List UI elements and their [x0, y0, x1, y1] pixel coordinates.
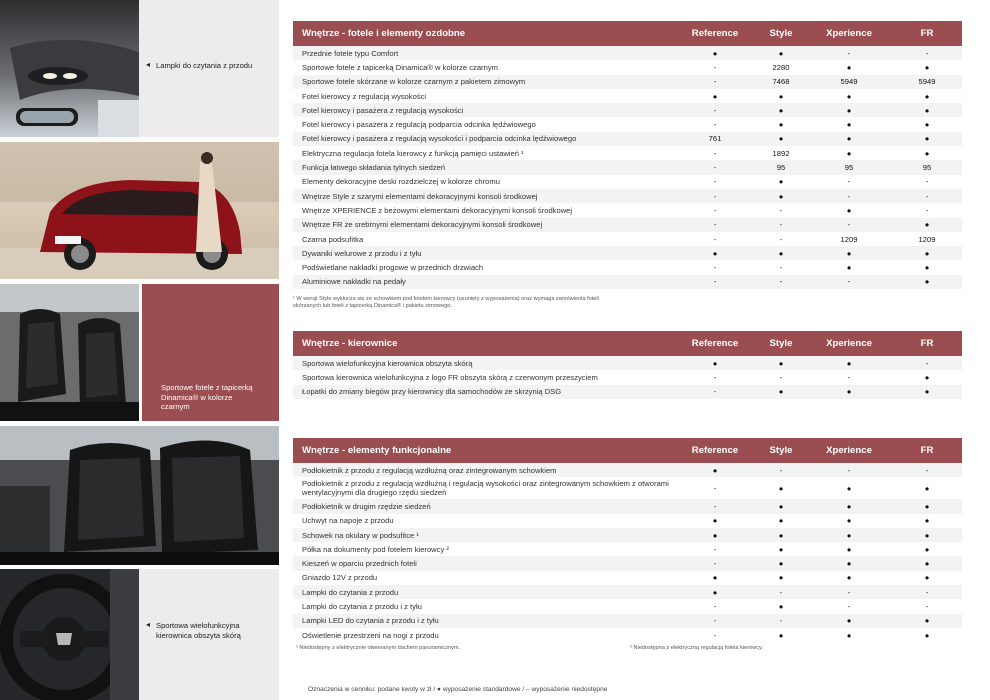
photo-sport-seats [0, 284, 139, 421]
cell-fr: ● [924, 148, 930, 158]
photo-steering-wheel [0, 569, 139, 700]
feature-name: Podłokietnik w drugim rzędzie siedzeń [302, 501, 431, 511]
cell-fr: ● [924, 530, 930, 540]
photo-reading-lamps [0, 0, 139, 137]
feature-name: Przednie fotele typu Comfort [302, 48, 399, 58]
cell-reference: - [713, 544, 717, 554]
caption-reading-lamps: ◂ Lampki do czytania z przodu [146, 60, 253, 70]
cell-reference: - [713, 105, 717, 115]
cell-reference: - [713, 616, 717, 626]
cell-xperience: ● [846, 148, 852, 158]
table-row [293, 628, 962, 642]
caption-sport-seats: Sportowe fotele z tapicerką Dinamica® w kolorze czarnym [161, 383, 253, 412]
table-seats-trim [293, 21, 962, 289]
feature-name: Fotel kierowcy i pasażera z regulacją podparcia odcinka lędźwiowego [302, 120, 536, 130]
cell-fr: 5949 [918, 77, 936, 87]
cell-fr: - [925, 48, 929, 58]
cell-xperience: - [847, 220, 851, 230]
feature-name: Wnętrze XPERIENCE z beżowymi elementami dekoracyjnymi konsoli środkowej [302, 205, 573, 215]
column-header-xperience: Xperience [826, 445, 872, 456]
cell-reference: ● [712, 530, 718, 540]
table-row [293, 75, 962, 89]
table-row [293, 542, 962, 556]
feature-name: Gniazdo 12V z przodu [302, 573, 378, 583]
column-header-reference: Reference [691, 28, 739, 39]
cell-style: ● [778, 559, 784, 569]
feature-name: Lampki LED do czytania z przodu i z tyłu [302, 616, 439, 626]
cell-style: - [779, 277, 783, 287]
cell-style: ● [778, 48, 784, 58]
feature-name: Sportowe fotele z tapicerką Dinamica® w kolorze czarnym [302, 62, 498, 72]
cell-style: ● [778, 544, 784, 554]
cell-reference: - [713, 191, 717, 201]
feature-name: Sportowe fotele skórzane w kolorze czarnym z pakietem zimowym [302, 77, 526, 87]
table-row [293, 556, 962, 570]
table-header-row [293, 331, 962, 356]
cell-style: 1892 [772, 148, 790, 158]
cell-style: ● [778, 602, 784, 612]
caption-steering-wheel: ◂ Sportowa wielofunkcyjna kierownica obszyta skórą [146, 620, 241, 640]
cell-xperience: ● [846, 248, 852, 258]
cell-xperience: ● [846, 544, 852, 554]
cell-reference: - [713, 177, 717, 187]
cell-xperience: ● [846, 530, 852, 540]
table-row [293, 275, 962, 289]
cell-fr: 95 [922, 163, 932, 173]
cell-reference: - [713, 630, 717, 640]
cell-xperience: 95 [844, 163, 854, 173]
cell-style: ● [778, 91, 784, 101]
photo-red-suv [0, 142, 279, 279]
cell-reference: ● [712, 48, 718, 58]
cell-style: 2280 [772, 62, 790, 72]
table-functional [293, 438, 962, 642]
feature-name: Wnętrze FR ze srebrnymi elementami dekoracyjnymi konsoli środkowej [302, 220, 543, 230]
cell-xperience: ● [846, 516, 852, 526]
cell-fr: ● [924, 616, 930, 626]
column-header-xperience: Xperience [826, 338, 872, 349]
cell-style: - [779, 263, 783, 273]
cell-fr: ● [924, 220, 930, 230]
cell-fr: ● [924, 91, 930, 101]
cell-reference: ● [712, 358, 718, 368]
feature-name: Dywaniki welurowe z przodu i z tyłu [302, 248, 422, 258]
cell-style: - [779, 465, 783, 475]
column-header-fr: FR [920, 338, 934, 349]
cell-xperience: - [847, 465, 851, 475]
cell-fr: ● [924, 263, 930, 273]
cell-style: - [779, 234, 783, 244]
table-row [293, 614, 962, 628]
cell-xperience: - [847, 191, 851, 201]
table-row [293, 189, 962, 203]
cell-fr: - [925, 205, 929, 215]
footnote-functional-1: ¹ Niedostępny z elektrycznie otwieranym dachem panoramicznym. [296, 645, 461, 651]
cell-reference: ● [712, 516, 718, 526]
cell-reference: - [713, 163, 717, 173]
cell-fr: ● [924, 120, 930, 130]
cell-style: ● [778, 530, 784, 540]
cell-fr: ● [924, 62, 930, 72]
table-row [293, 370, 962, 384]
cell-style: - [779, 205, 783, 215]
cell-fr: - [925, 587, 929, 597]
cell-style: - [779, 616, 783, 626]
feature-name: Sportowa kierownica wielofunkcyjna z logo FR obszyta skórą z czerwonym przeszyciem [302, 372, 598, 382]
feature-name: Oświetlenie przestrzeni na nogi z przodu [302, 630, 439, 640]
cell-style: ● [778, 387, 784, 397]
footnote-functional-2: ² Niedostępna z elektryczną regulacją fotela kierowcy. [630, 645, 763, 651]
cell-reference: ● [712, 465, 718, 475]
cell-fr: - [925, 191, 929, 201]
cell-reference: - [713, 77, 717, 87]
cell-xperience: 1209 [840, 234, 858, 244]
cell-xperience: - [847, 587, 851, 597]
cell-reference: - [713, 120, 717, 130]
column-header-reference: Reference [691, 445, 739, 456]
feature-name: Uchwyt na napoje z przodu [302, 516, 394, 526]
cell-style: ● [778, 630, 784, 640]
cell-style: ● [778, 105, 784, 115]
cell-xperience: ● [846, 263, 852, 273]
feature-name: Schowek na okulary w podsufitce ¹ [302, 530, 419, 540]
cell-reference: - [713, 277, 717, 287]
feature-name: Podłokietnik z przodu z regulacją wzdłużną oraz zintegrowanym schowkiem [302, 465, 557, 475]
cell-xperience: ● [846, 573, 852, 583]
cell-xperience: - [847, 177, 851, 187]
table-row [293, 599, 962, 613]
table-row [293, 218, 962, 232]
feature-name: Sportowa wielofunkcyjna kierownica obszyta skórą [302, 358, 473, 368]
cell-reference: - [713, 263, 717, 273]
column-header-fr: FR [920, 28, 934, 39]
cell-reference: - [713, 62, 717, 72]
cell-fr: - [925, 602, 929, 612]
cell-xperience: ● [846, 358, 852, 368]
table-row [293, 463, 962, 477]
cell-xperience: ● [846, 62, 852, 72]
cell-xperience: - [847, 372, 851, 382]
table-row [293, 175, 962, 189]
table-row [293, 571, 962, 585]
cell-reference: - [713, 234, 717, 244]
table-row [293, 117, 962, 131]
cell-reference: - [713, 220, 717, 230]
feature-name: Fotel kierowcy i pasażera z regulacją wysokości [302, 105, 464, 115]
column-header-style: Style [769, 445, 793, 456]
cell-xperience: ● [846, 91, 852, 101]
photo-rear-interior [0, 426, 279, 565]
cell-reference: ● [712, 587, 718, 597]
cell-xperience: - [847, 277, 851, 287]
column-header-style: Style [769, 28, 793, 39]
cell-reference: ● [712, 248, 718, 258]
column-header-style: Style [769, 338, 793, 349]
cell-style: - [779, 372, 783, 382]
column-header-reference: Reference [691, 338, 739, 349]
cell-xperience: - [847, 48, 851, 58]
cell-style: 95 [776, 163, 786, 173]
triangle-bullet-icon: ◂ [146, 60, 151, 69]
cell-fr: ● [924, 134, 930, 144]
cell-reference: - [713, 559, 717, 569]
cell-style: ● [778, 573, 784, 583]
cell-fr: - [925, 358, 929, 368]
table-row [293, 160, 962, 174]
table-row [293, 385, 962, 399]
cell-style: ● [778, 134, 784, 144]
feature-name: Czarna podsufitka [302, 234, 364, 244]
table-row [293, 514, 962, 528]
cell-reference: 761 [708, 134, 722, 144]
cell-fr: ● [924, 387, 930, 397]
cell-xperience: ● [846, 120, 852, 130]
table-row [293, 246, 962, 260]
cell-fr: ● [924, 630, 930, 640]
cell-xperience: ● [846, 630, 852, 640]
feature-name: Kieszeń w oparciu przednich foteli [302, 559, 417, 569]
cell-fr: ● [924, 483, 930, 493]
cell-fr: 1209 [918, 234, 936, 244]
table-row [293, 499, 962, 513]
feature-name: Lampki do czytania z przodu [302, 587, 399, 597]
table-header-row [293, 438, 962, 463]
feature-name: Podłokietnik z przodu z regulacją wzdłużną i regulacją wysokości oraz zintegrowanym schowkiem z otworami wentylacyjnymi dla drugiego rzędu siedzeń [302, 479, 669, 498]
cell-xperience: ● [846, 483, 852, 493]
table-row [293, 477, 962, 499]
table-title: Wnętrze - fotele i elementy ozdobne [302, 28, 466, 39]
cell-xperience: ● [846, 387, 852, 397]
cell-fr: ● [924, 559, 930, 569]
triangle-bullet-icon: ◂ [146, 620, 151, 629]
column-header-xperience: Xperience [826, 28, 872, 39]
cell-xperience: ● [846, 559, 852, 569]
cell-xperience: - [847, 602, 851, 612]
table-steering-wheels [293, 331, 962, 399]
table-title: Wnętrze - kierownice [302, 338, 398, 349]
feature-name: Funkcja łatwego składania tylnych siedzeń [302, 163, 446, 173]
cell-fr: - [925, 177, 929, 187]
cell-style: ● [778, 483, 784, 493]
cell-xperience: ● [846, 134, 852, 144]
table-row [293, 103, 962, 117]
footnote-seats: ¹ W wersji Style wyklucza się ze schowkiem pod fotelem kierowcy (usunięty z wyposażenia) oraz wymaga zamówienia foteli skórzanych lub foteli z tapicerką Dinamica® i pakietu zimowego. [293, 296, 599, 309]
cell-reference: - [713, 148, 717, 158]
feature-name: Elementy dekoracyjne deski rozdzielczej w kolorze chromu [302, 177, 500, 187]
table-row [293, 46, 962, 60]
table-row [293, 60, 962, 74]
cell-fr: - [925, 465, 929, 475]
feature-name: Podświetlane nakładki progowe w przednich drzwiach [302, 263, 484, 273]
column-header-fr: FR [920, 445, 934, 456]
feature-name: Elektryczna regulacja fotela kierowcy z funkcją pamięci ustawień ¹ [302, 148, 524, 158]
cell-reference: - [713, 372, 717, 382]
cell-fr: ● [924, 516, 930, 526]
feature-name: Lampki do czytania z przodu i z tyłu [302, 602, 422, 612]
cell-style: ● [778, 191, 784, 201]
cell-style: ● [778, 358, 784, 368]
feature-name: Wnętrze Style z szarymi elementami dekoracyjnymi konsoli środkowej [302, 191, 538, 201]
cell-fr: ● [924, 573, 930, 583]
cell-style: 7468 [772, 77, 790, 87]
cell-fr: ● [924, 501, 930, 511]
cell-style: ● [778, 248, 784, 258]
cell-reference: ● [712, 91, 718, 101]
cell-style: ● [778, 501, 784, 511]
cell-xperience: ● [846, 105, 852, 115]
cell-xperience: 5949 [840, 77, 858, 87]
table-row [293, 528, 962, 542]
table-row [293, 356, 962, 370]
cell-style: - [779, 220, 783, 230]
table-row [293, 203, 962, 217]
cell-xperience: ● [846, 205, 852, 215]
table-row [293, 146, 962, 160]
feature-name: Aluminiowe nakładki na pedały [302, 277, 406, 287]
table-row [293, 232, 962, 246]
table-row [293, 585, 962, 599]
cell-fr: ● [924, 544, 930, 554]
cell-fr: ● [924, 105, 930, 115]
cell-reference: ● [712, 573, 718, 583]
cell-style: ● [778, 120, 784, 130]
price-legend: Oznaczenia w cenniku: podane kwoty w zł / ● wyposażenie standardowe / – wyposażenie niedostępne [308, 686, 608, 693]
cell-reference: - [713, 501, 717, 511]
cell-xperience: ● [846, 501, 852, 511]
cell-style: ● [778, 516, 784, 526]
cell-fr: ● [924, 248, 930, 258]
table-title: Wnętrze - elementy funkcjonalne [302, 445, 452, 456]
cell-reference: - [713, 602, 717, 612]
table-row [293, 260, 962, 274]
feature-name: Łopatki do zmiany biegów przy kierownicy dla samochodów ze skrzynią DSG [302, 387, 562, 397]
cell-xperience: ● [846, 616, 852, 626]
cell-fr: ● [924, 277, 930, 287]
table-row [293, 89, 962, 103]
cell-reference: - [713, 387, 717, 397]
cell-reference: - [713, 205, 717, 215]
cell-fr: ● [924, 372, 930, 382]
cell-style: - [779, 587, 783, 597]
cell-reference: - [713, 483, 717, 493]
table-header-row [293, 21, 962, 46]
feature-name: Fotel kierowcy z regulacją wysokości [302, 91, 427, 101]
cell-style: ● [778, 177, 784, 187]
feature-name: Półka na dokumenty pod fotelem kierowcy ² [302, 544, 449, 554]
table-row [293, 132, 962, 146]
feature-name: Fotel kierowcy i pasażera z regulacją wysokości i podparcia odcinka lędźwiowego [302, 134, 577, 144]
